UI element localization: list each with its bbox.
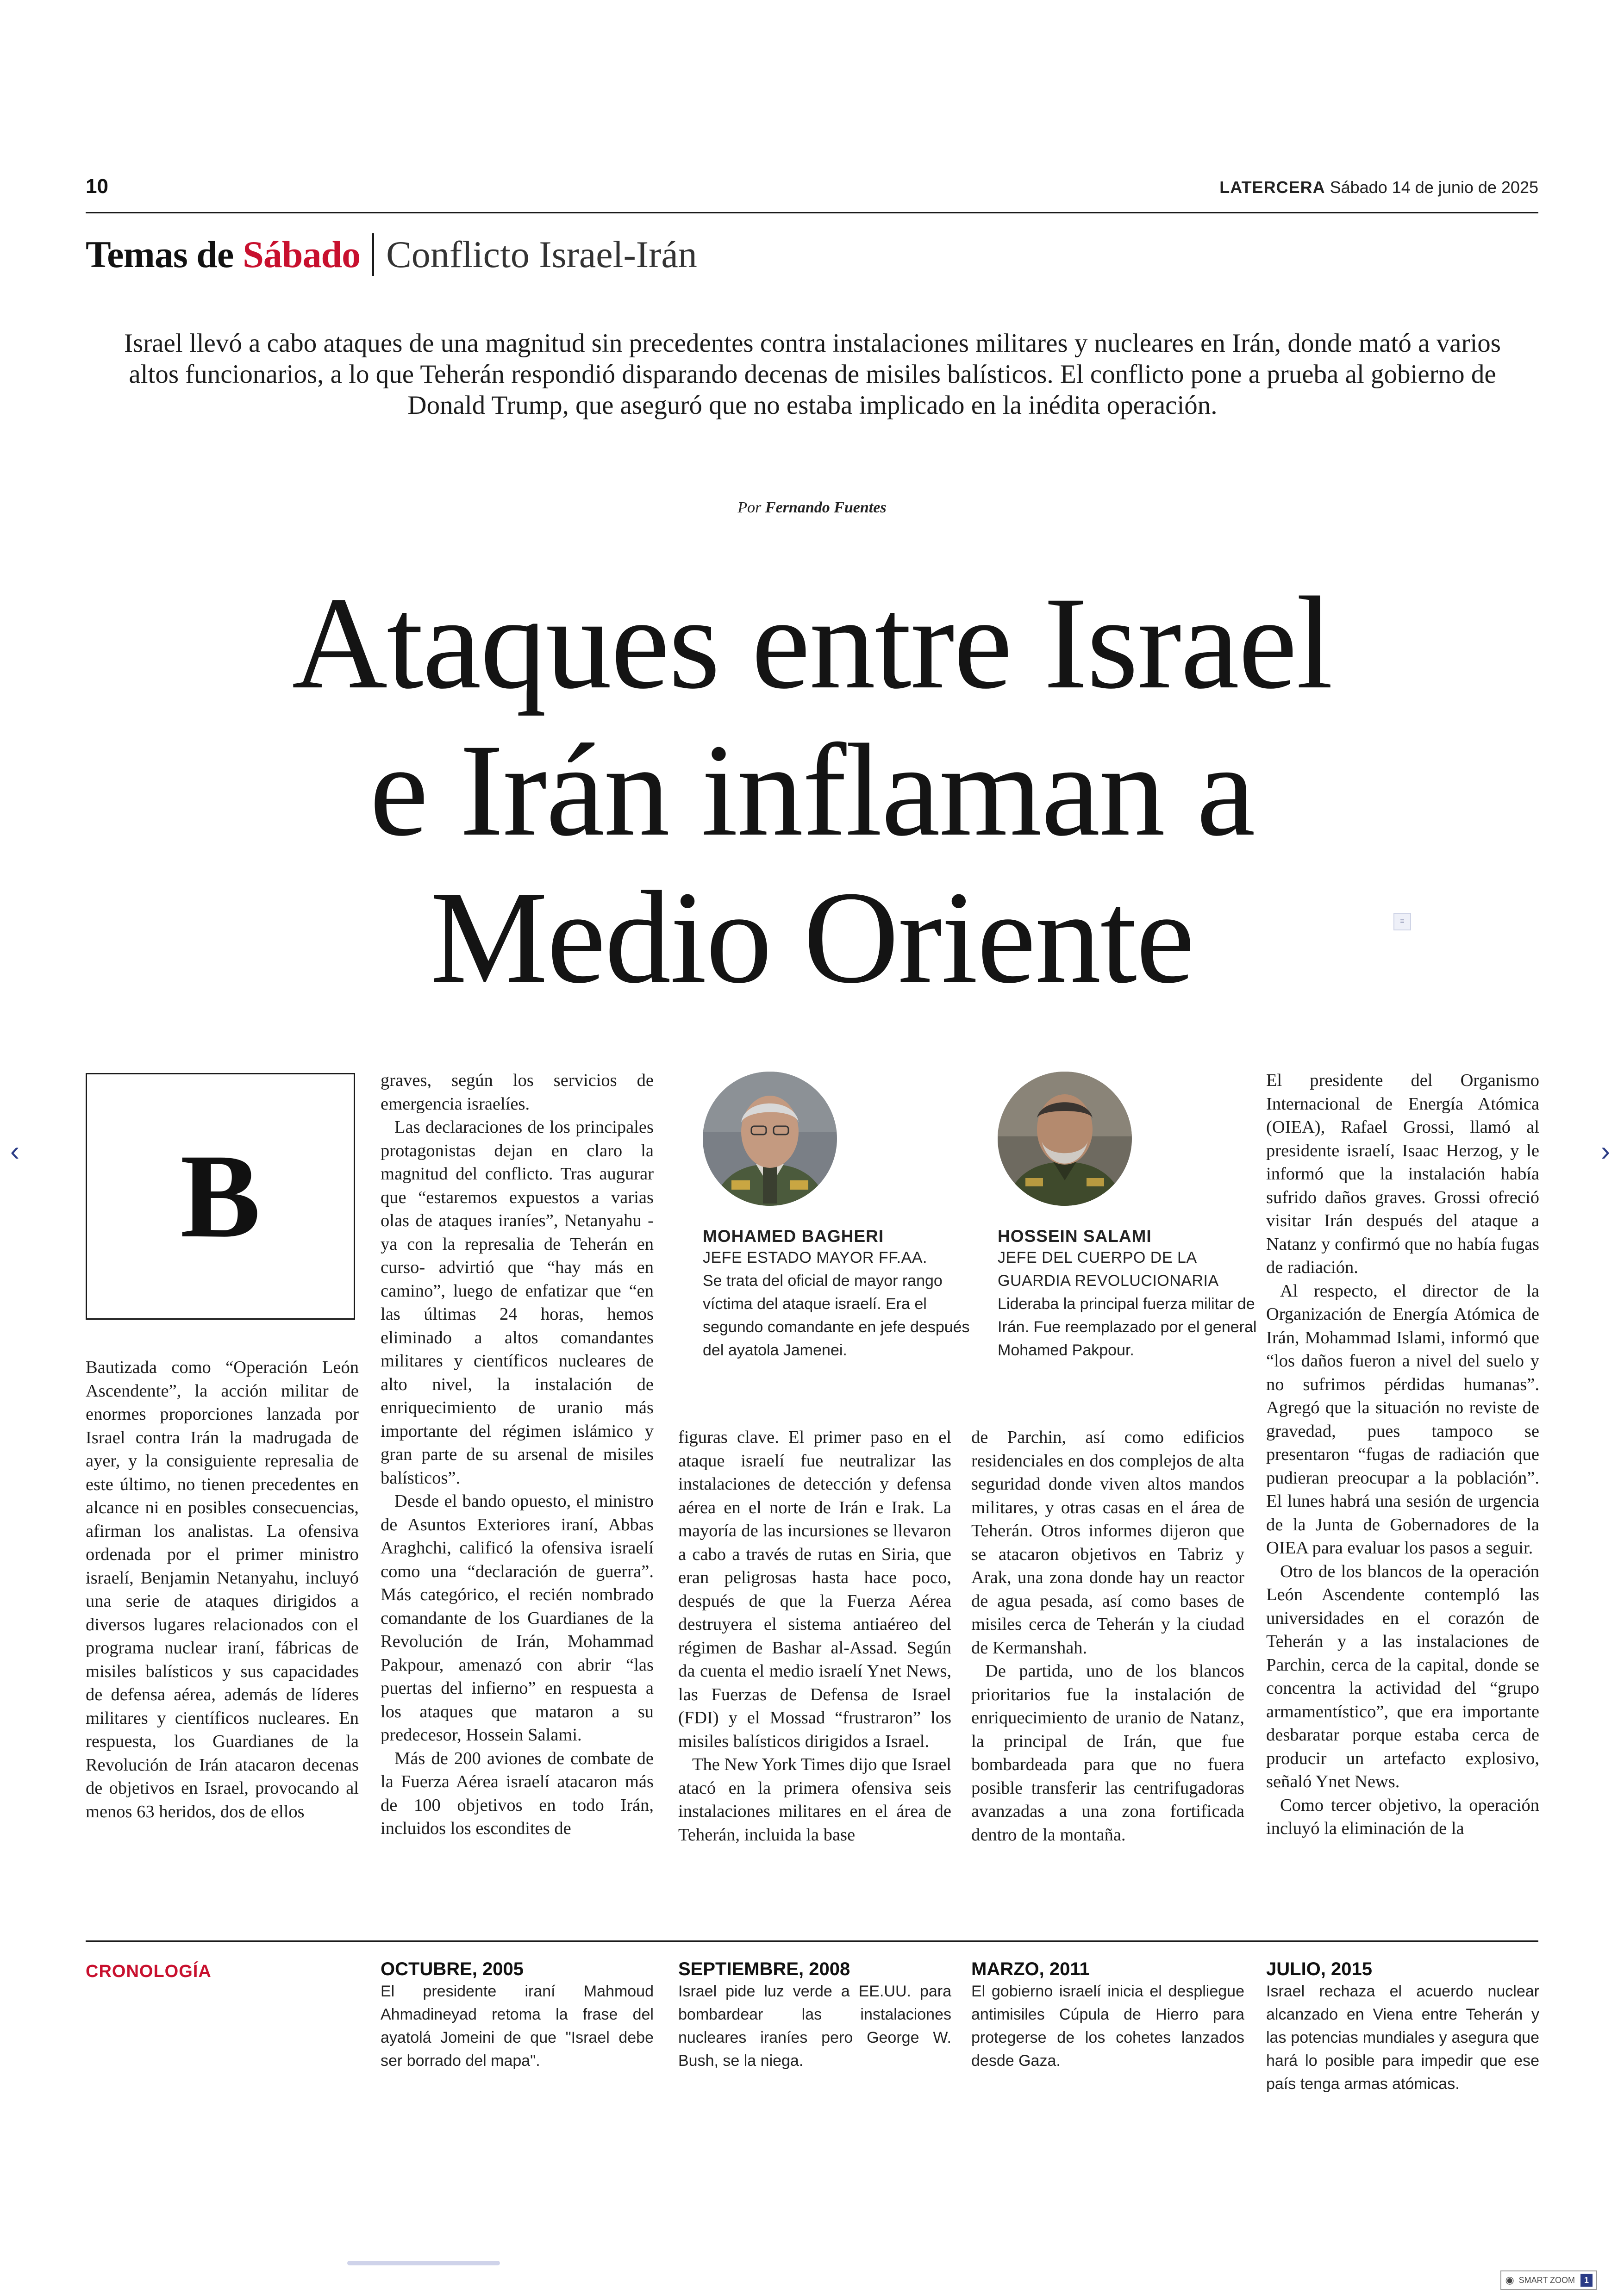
portrait-bagheri (703, 1072, 837, 1206)
profile-description: Lideraba la principal fuerza militar de Irán. Fue reemplazado por el general Mohamed Pakpour. (998, 1295, 1257, 1359)
smart-zoom-button[interactable] (1500, 2270, 1597, 2290)
body-paragraph: Otro de los blancos de la operación León Ascendente contempló las universidades en el corazón de Teherán y a las instalaciones de Parchin, cerca de la capital, donde se concentra la actividad del “grupo armamentístico”, que era importante desbaratar porque estaba cerca de producir un artefacto explosivo, señaló Ynet News. (1266, 1561, 1539, 1791)
portrait-salami-image (998, 1072, 1132, 1206)
section-divider (372, 233, 374, 276)
byline-author: Fernando Fuentes (765, 499, 887, 516)
portrait-salami (998, 1072, 1132, 1206)
body-paragraph: Desde el bando opuesto, el ministro de Asuntos Exteriores iraní, Abbas Araghchi, calificó la ofensiva israelí como una “declaración de guerra”. Más categórico, el recién nombrado comandante de los Guardianes de la Revolución de Irán, Mohammad Pakpour, amenazó con abrir “las puertas del infierno” en respuesta a los ataques que mataron a su predecesor, Hossein Salami. (381, 1491, 654, 1745)
profile-role: JEFE DEL CUERPO DE LA GUARDIA REVOLUCIONARIA (998, 1249, 1219, 1290)
chevron-left-icon[interactable]: ‹ (10, 1135, 19, 1166)
profile-name: HOSSEIN SALAMI (998, 1227, 1152, 1246)
body-paragraph: The New York Times dijo que Israel atacó en la primera ofensiva seis instalaciones militares en el área de Teherán, incluida la base (678, 1755, 951, 1845)
timeline-date: MARZO, 2011 (971, 1959, 1090, 1979)
body-paragraph: El presidente del Organismo Internacional de Energía Atómica (OIEA), Rafael Grossi, llamó al presidente israelí, Isaac Herzog, y le informó que la instalación había sufrido daños graves. Grossi ofreció visitar Irán después del ataque a Natanz y confirmó que no había fugas de radiación. (1266, 1071, 1539, 1277)
timeline-date: OCTUBRE, 2005 (381, 1959, 524, 1979)
headline (0, 569, 1624, 1011)
issue-date: Sábado 14 de junio de 2025 (1330, 178, 1538, 197)
headline-line: Ataques entre Israel (292, 569, 1332, 716)
body-paragraph: Las declaraciones de los principales protagonistas dejan en claro la magnitud del conflicto. Tras augurar que “estaremos expuestos a varias olas de ataques iraníes”, Netanyahu -ya con la represalia de Teherán en curso- advirtió que “hay más en camino”, luego de enfatizar que “en las últimas 24 horas, hemos eliminado a altos comandantes militares y científicos nucleares de alto nivel, la instalación de enriquecimiento de uranio más importante del régimen islámico y gran parte de su arsenal de misiles balísticos”. (381, 1117, 654, 1488)
headline-line: Medio Oriente (430, 864, 1194, 1010)
section-topic: Conflicto Israel-Irán (386, 233, 697, 275)
timeline-text: El gobierno israelí inicia el despliegue antimisiles Cúpula de Hierro para protegerse de los cohetes lanzados desde Gaza. (971, 1983, 1244, 2070)
dropcap-box (86, 1073, 355, 1320)
lead-paragraph: Israel llevó a cabo ataques de una magnitud sin precedentes contra instalaciones militares y nucleares en Irán, donde mató a varios altos funcionarios, a lo que Teherán respondió disparando decenas de misiles balísticos. El conflicto pone a prueba al gobierno de Donald Trump, que aseguró que no estaba implicado en la inédita operación. (124, 329, 1501, 420)
article-column-3 (678, 1426, 951, 1846)
page-indicator: 1 (1580, 2274, 1593, 2287)
byline-prefix: Por (737, 499, 762, 516)
masthead (1219, 178, 1538, 197)
timeline-item (971, 1959, 1244, 2072)
section-label: Temas de (86, 233, 234, 275)
timeline-text: Israel pide luz verde a EE.UU. para bombardear las instalaciones nucleares iraníes pero George W. Bush, se la niega. (678, 1983, 951, 2070)
profile-salami (998, 1227, 1271, 1362)
horizontal-scrollbar[interactable] (347, 2261, 500, 2265)
page-number: 10 (86, 175, 108, 198)
section-label-accent: Sábado (243, 233, 361, 275)
eye-icon: ◉ (1505, 2274, 1514, 2286)
article-column-5 (1266, 1069, 1539, 1840)
profile-name: MOHAMED BAGHERI (703, 1227, 884, 1246)
section-header (86, 231, 697, 278)
body-paragraph: figuras clave. El primer paso en el ataque israelí fue neutralizar las instalaciones de detección y defensa aérea en el norte de Irán e Irak. La mayoría de las incursiones se llevaron a cabo a través de rutas en Siria, que eran peligrosas hasta hace poco, después de que la Fuerza Aérea destruyera el sistema antiaéreo del régimen de Bashar al-Assad. Según da cuenta el medio israelí Ynet News, las Fuerzas de Defensa de Israel (FDI) y el Mossad “frustraron” los misiles balísticos dirigidos a Israel. (678, 1428, 951, 1751)
timeline-item (678, 1959, 951, 2072)
timeline-date: JULIO, 2015 (1266, 1959, 1373, 1979)
chronology-title: CRONOLOGÍA (86, 1962, 212, 1981)
body-paragraph: graves, según los servicios de emergencia israelíes. (381, 1071, 654, 1114)
profile-bagheri (703, 1227, 976, 1362)
chevron-right-icon[interactable]: › (1601, 1135, 1610, 1166)
byline (0, 499, 1624, 517)
dropcap: B (180, 1129, 261, 1263)
article-column-2 (381, 1069, 654, 1840)
body-paragraph: Como tercer objetivo, la operación incluyó la eliminación de la (1266, 1795, 1539, 1838)
body-paragraph: De partida, uno de los blancos prioritarios fue la instalación de enriquecimiento de uranio de Natanz, la principal de Irán, que fue bombardeada para que no fuera posible transferir las centrifugadoras avanzadas a una zona fortificada dentro de la montaña. (971, 1661, 1244, 1845)
timeline-item (1266, 1959, 1539, 2095)
headline-line: e Irán inflaman a (369, 717, 1255, 863)
header-rule (86, 212, 1538, 213)
brand-name: LATERCERA (1219, 178, 1325, 197)
chronology-rule (86, 1940, 1538, 1942)
timeline-text: Israel rechaza el acuerdo nuclear alcanzado en Viena entre Teherán y las potencias mundiales y asegura que hará lo posible para impedir que ese país tenga armas atómicas. (1266, 1983, 1539, 2093)
article-column-4 (971, 1426, 1244, 1846)
menu-icon[interactable]: ≡ (1393, 913, 1411, 930)
profile-role: JEFE ESTADO MAYOR FF.AA. (703, 1249, 927, 1266)
timeline-date: SEPTIEMBRE, 2008 (678, 1959, 850, 1979)
timeline-item (381, 1959, 654, 2072)
smart-zoom-label: SMART ZOOM (1518, 2275, 1575, 2285)
body-paragraph: Más de 200 aviones de combate de la Fuerza Aérea israelí atacaron más de 100 objetivos en todo Irán, incluidos los escondites de (381, 1748, 654, 1838)
body-paragraph: Bautizada como “Operación León Ascendente”, la acción militar de enormes proporciones lanzada por Israel contra Irán la madrugada de ayer, y la consiguiente represalia de este último, no tienen precedentes en alcance ni en posibles consecuencias, afirman los analistas. La ofensiva ordenada por el primer ministro israelí, Benjamin Netanyahu, incluyó una serie de ataques dirigidos a diversos lugares relacionados con el programa nuclear iraní, fábricas de misiles balísticos y sus capacidades de defensa aérea, además de líderes militares y científicos nucleares. En respuesta, los Guardianes de la Revolución de Irán atacaron decenas de objetivos en Israel, provocando al menos 63 heridos, dos de ellos (86, 1358, 359, 1821)
article-column-1 (86, 1356, 359, 1823)
timeline-text: El presidente iraní Mahmoud Ahmadineyad retoma la frase del ayatolá Jomeini de que "Israel debe ser borrado del mapa". (381, 1983, 654, 2070)
body-paragraph: de Parchin, así como edificios residenciales en dos complejos de alta seguridad donde viven altos mandos militares, y otras casas en el área de Teherán. Otros informes dijeron que se atacaron objetivos en Tabriz y Arak, una zona donde hay un reactor de agua pesada, así como bases de misiles cerca de Teherán y la ciudad de Kermanshah. (971, 1428, 1244, 1658)
profile-description: Se trata del oficial de mayor rango víctima del ataque israelí. Era el segundo comandante en jefe después del ayatola Jamenei. (703, 1272, 970, 1359)
body-paragraph: Al respecto, el director de la Organización de Energía Atómica de Irán, Mohammad Islami, informó que “los daños fueron a nivel del suelo y no sufrimos pérdidas humanas”. Agregó que la situación no reviste de gravedad, pues tampoco se presentaron “fugas de radiación que pudieran preocupar a la población”. El lunes habrá una sesión de urgencia de la Junta de Gobernadores de la OIEA para evaluar los pasos a seguir. (1266, 1281, 1539, 1558)
portrait-bagheri-image (703, 1072, 837, 1206)
